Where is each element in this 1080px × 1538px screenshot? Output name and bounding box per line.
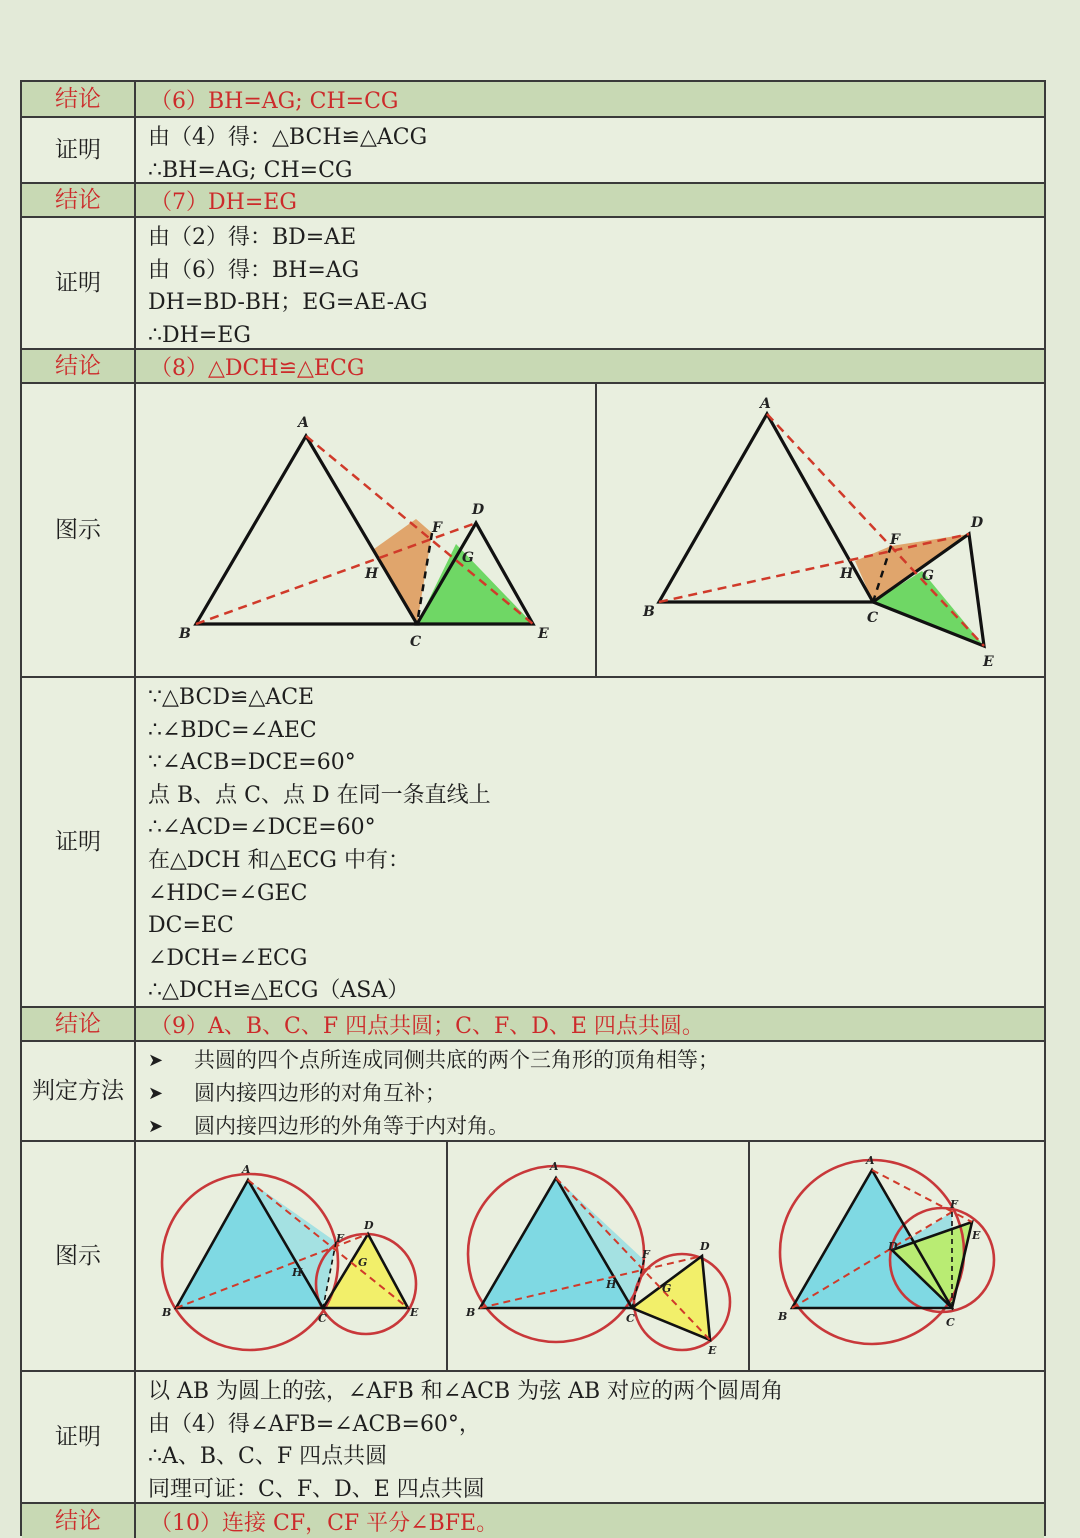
conclusion-row-9 — [22, 1008, 1044, 1042]
point-label: H — [606, 1278, 617, 1291]
point-label: H — [840, 566, 854, 582]
point-label: F — [890, 532, 900, 548]
green-triangle — [417, 544, 533, 624]
proof-row-9 — [22, 1372, 1044, 1504]
proof-line: ∴DH=EG — [148, 322, 251, 348]
point-label: H — [292, 1266, 303, 1279]
point-label: F — [432, 520, 442, 536]
point-label: E — [538, 626, 549, 642]
point-label: B — [466, 1306, 476, 1319]
conclusion-text: （6）BH=AG; CH=CG — [150, 88, 399, 114]
row-label: 结论 — [22, 1504, 136, 1538]
bullet-item: ➤ 圆内接四边形的外角等于内对角。 — [148, 1110, 1044, 1143]
point-label: A — [866, 1154, 875, 1167]
point-label: E — [410, 1306, 419, 1319]
conclusion-row-10 — [22, 1504, 1044, 1538]
proof-line: ∴A、B、C、F 四点共圆 — [148, 1444, 388, 1470]
triangle-abc — [196, 436, 417, 624]
point-label: G — [922, 568, 934, 584]
point-label: B — [778, 1310, 788, 1323]
proof-line: 由（4）得∠AFB=∠ACB=60°， — [148, 1411, 481, 1437]
point-label: C — [867, 610, 879, 626]
arrow-bullet-icon: ➤ — [148, 1083, 164, 1104]
point-label: C — [626, 1312, 635, 1325]
conclusion-row-8 — [22, 350, 1044, 384]
point-label: D — [888, 1240, 898, 1253]
row-label: 证明 — [22, 218, 136, 348]
point-label: A — [298, 415, 309, 431]
point-label: D — [472, 502, 485, 518]
point-label: F — [950, 1198, 958, 1211]
proof-line: ∴∠BDC=∠AEC — [148, 717, 317, 743]
figure-9-c — [750, 1142, 1044, 1370]
row-label: 结论 — [22, 184, 136, 216]
figure-row-9 — [22, 1142, 1044, 1372]
point-label: D — [971, 515, 984, 531]
proof-lines — [136, 118, 1044, 182]
proof-line: ∴∠ACD=∠DCE=60° — [148, 815, 376, 841]
point-label: E — [972, 1229, 981, 1242]
proof-line: 点 B、点 C、点 D 在同一条直线上 — [148, 782, 491, 808]
conclusion-text: （7）DH=EG — [150, 189, 297, 215]
figure-8-left — [136, 384, 597, 676]
conclusion-text: （9）A、B、C、F 四点共圆；C、F、D、E 四点共圆。 — [150, 1013, 704, 1039]
method-bullets — [136, 1042, 1044, 1140]
row-label: 结论 — [22, 350, 136, 382]
proof-line: ∴BH=AG; CH=CG — [148, 157, 353, 183]
conclusion-text: （8）△DCH≌△ECG — [150, 355, 365, 381]
point-label: A — [550, 1160, 559, 1173]
figure-8-right — [597, 384, 1044, 676]
method-row-9 — [22, 1042, 1044, 1142]
proof-row-7 — [22, 218, 1044, 350]
row-label: 证明 — [22, 1372, 136, 1502]
point-label: C — [946, 1316, 955, 1329]
proof-line: ∵∠ACB=DCE=60° — [148, 750, 356, 776]
point-label: B — [162, 1306, 172, 1319]
proof-line: 在△DCH 和△ECG 中有： — [148, 847, 410, 873]
proof-line: 由（6）得：BH=AG — [148, 257, 360, 283]
triangle-figure-1 — [136, 384, 595, 676]
point-label: D — [364, 1219, 374, 1232]
proof-line: ∠HDC=∠GEC — [148, 880, 308, 906]
point-label: D — [700, 1240, 710, 1253]
cyclic-figure-3 — [750, 1142, 1044, 1370]
row-label: 证明 — [22, 678, 136, 1006]
cyclic-figure-1 — [136, 1142, 446, 1370]
proof-lines — [136, 678, 1044, 1006]
figure-9-b — [448, 1142, 750, 1370]
proof-table — [20, 80, 1046, 1536]
point-label: G — [358, 1256, 368, 1269]
conclusion-text: （10）连接 CF，CF 平分∠BFE。 — [150, 1510, 499, 1536]
point-label: F — [336, 1232, 344, 1245]
point-label: B — [179, 626, 191, 642]
arrow-bullet-icon: ➤ — [148, 1116, 164, 1137]
proof-lines — [136, 1372, 1044, 1502]
conclusion-row-6 — [22, 82, 1044, 118]
figure-9-a — [136, 1142, 448, 1370]
proof-line: 同理可证：C、F、D、E 四点共圆 — [148, 1476, 485, 1502]
bullet-item: ➤ 共圆的四个点所连成同侧共底的两个三角形的顶角相等； — [148, 1044, 1044, 1077]
point-label: A — [242, 1163, 251, 1176]
arrow-bullet-icon: ➤ — [148, 1050, 164, 1071]
cyclic-figure-2 — [448, 1142, 748, 1370]
point-label: E — [708, 1344, 717, 1357]
proof-line: DH=BD-BH；EG=AE-AG — [148, 290, 428, 316]
row-label: 结论 — [22, 82, 136, 116]
row-label: 图示 — [22, 1142, 136, 1370]
proof-row-6 — [22, 118, 1044, 184]
point-label: A — [760, 396, 771, 412]
row-label: 结论 — [22, 1008, 136, 1040]
bullet-item: ➤ 圆内接四边形的对角互补； — [148, 1077, 1044, 1110]
proof-line: 由（2）得：BD=AE — [148, 225, 357, 250]
proof-line: 由（4）得：△BCH≌△ACG — [148, 125, 428, 150]
point-label: B — [643, 604, 655, 620]
proof-line: DC=EC — [148, 913, 234, 939]
point-label: E — [983, 654, 994, 670]
proof-line: ∴△DCH≌△ECG（ASA） — [148, 978, 410, 1004]
proof-row-8 — [22, 678, 1044, 1008]
figure-row-8 — [22, 384, 1044, 678]
point-label: G — [662, 1282, 672, 1295]
proof-line: ∠DCH=∠ECG — [148, 945, 308, 971]
point-label: H — [365, 566, 379, 582]
point-label: C — [410, 634, 422, 650]
proof-lines — [136, 218, 1044, 348]
point-label: G — [462, 550, 474, 566]
row-label: 证明 — [22, 118, 136, 182]
row-label: 判定方法 — [22, 1042, 136, 1140]
triangle-figure-2 — [597, 384, 1044, 676]
conclusion-row-7 — [22, 184, 1044, 218]
point-label: F — [642, 1248, 650, 1261]
proof-line: 以 AB 为圆上的弦，∠AFB 和∠ACB 为弦 AB 对应的两个圆周角 — [148, 1379, 784, 1404]
point-label: C — [318, 1312, 327, 1325]
proof-line: ∵△BCD≌△ACE — [148, 685, 315, 710]
row-label: 图示 — [22, 384, 136, 676]
